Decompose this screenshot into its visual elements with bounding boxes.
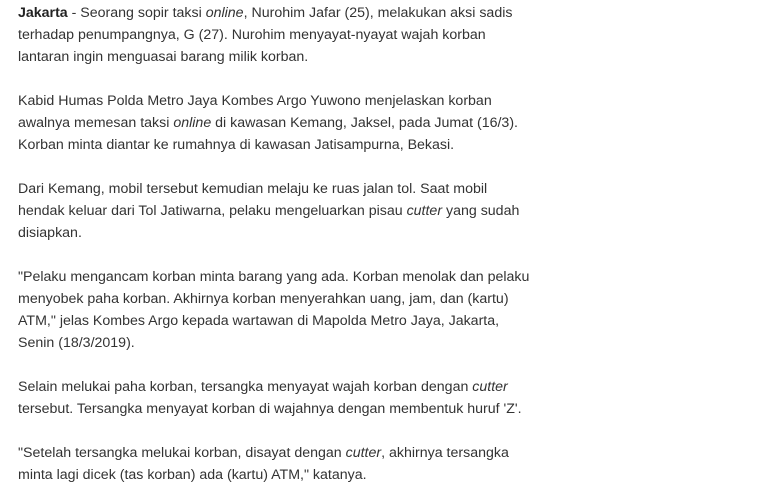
paragraph-5 [18, 376, 618, 420]
text-segment: menyobek paha korban. Akhirnya korban menyerahkan uang, jam, dan (kartu) [18, 291, 509, 307]
paragraph-4 [18, 266, 618, 354]
italic-term: online [205, 5, 244, 21]
paragraph-1 [18, 2, 618, 68]
text-segment: "Pelaku mengancam korban minta barang yang ada. Korban menolak dan pelaku [18, 269, 530, 285]
text-segment: , Nurohim Jafar (25), melakukan aksi sadis [243, 5, 513, 21]
text-segment: - Seorang sopir taksi [67, 5, 206, 21]
text-segment: Selain melukai paha korban, tersangka menyayat wajah korban dengan [18, 379, 473, 395]
text-segment: terhadap penumpangnya, G (27). Nurohim menyayat-nyayat wajah korban [18, 27, 486, 43]
italic-term: cutter [406, 203, 443, 219]
paragraph-2 [18, 90, 618, 156]
italic-term: online [173, 115, 212, 131]
text-segment: disiapkan. [18, 225, 82, 241]
paragraph-3 [18, 178, 618, 244]
dateline: Jakarta [18, 5, 68, 21]
article-body [18, 2, 618, 486]
text-segment: Dari Kemang, mobil tersebut kemudian melaju ke ruas jalan tol. Saat mobil [18, 181, 488, 197]
text-segment: awalnya memesan taksi [18, 115, 174, 131]
italic-term: cutter [472, 379, 508, 395]
text-segment: hendak keluar dari Tol Jatiwarna, pelaku mengeluarkan pisau [18, 203, 407, 219]
paragraph-6 [18, 442, 618, 486]
text-segment: tersebut. Tersangka menyayat korban di wajahnya dengan membentuk huruf 'Z'. [18, 401, 522, 417]
text-segment: "Setelah tersangka melukai korban, disayat dengan [18, 445, 346, 461]
text-segment: ATM," jelas Kombes Argo kepada wartawan di Mapolda Metro Jaya, Jakarta, [18, 313, 500, 329]
text-segment: , akhirnya tersangka [381, 445, 509, 461]
text-segment: yang sudah [442, 203, 520, 219]
text-segment: minta lagi dicek (tas korban) ada (kartu) ATM," katanya. [18, 467, 367, 483]
text-segment: Korban minta diantar ke rumahnya di kawasan Jatisampurna, Bekasi. [18, 137, 455, 153]
text-segment: Senin (18/3/2019). [18, 335, 135, 351]
italic-term: cutter [345, 445, 382, 461]
text-segment: Kabid Humas Polda Metro Jaya Kombes Argo Yuwono menjelaskan korban [18, 93, 492, 109]
text-segment: lantaran ingin menguasai barang milik korban. [18, 49, 309, 65]
text-segment: di kawasan Kemang, Jaksel, pada Jumat (16/3). [211, 115, 518, 131]
